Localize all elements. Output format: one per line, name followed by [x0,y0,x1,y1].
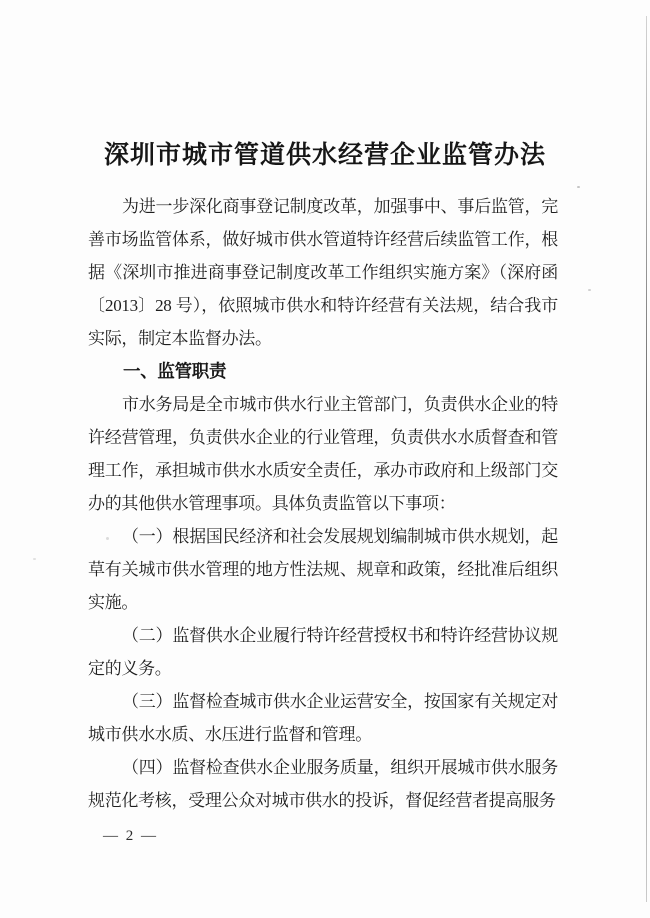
section-item-3: （三）监督检查城市供水企业运营安全，按国家有关规定对城市供水水质、水压进行监督和管理。 [88,692,558,744]
section-item-1: （一）根据国民经济和社会发展规划编制城市供水规划，起草有关城市供水管理的地方性法规、规章和政策，经批准后组织实施。 [88,527,558,612]
scan-speck [106,537,109,540]
intro-paragraph: 为进一步深化商事登记制度改革，加强事中、事后监管，完善市场监管体系，做好城市供水管道特许经营后续监管工作，根据《深圳市推进商事登记制度改革工作组织实施方案》（深府函〔2013〕28 号），依照城市供水和特许经营有关法规，结合我市实际，制定本监督办法。 [88,197,558,348]
scan-edge-artifact [646,16,648,902]
scan-speck [33,558,36,560]
page-number: — 2 — [103,828,158,844]
document-body [88,190,558,817]
section-heading: 一、监管职责 [123,361,227,381]
document-title: 深圳市城市管道供水经营企业监管办法 [103,141,546,169]
section-lead-paragraph: 市水务局是全市城市供水行业主管部门，负责供水企业的特许经营管理，负责供水企业的行业管理，负责供水水质督查和管理工作，承担城市供水水质安全责任，承办市政府和上级部门交办的其他供水管理事项。具体负责监管以下事项： [88,395,558,513]
scan-speck [588,289,591,291]
section-item-2: （二）监督供水企业履行特许经营授权书和特许经营协议规定的义务。 [88,626,558,678]
scan-speck [577,186,580,188]
section-item-4: （四）监督检查供水企业服务质量，组织开展城市供水服务规范化考核，受理公众对城市供水的投诉，督促经营者提高服务 [88,758,558,810]
